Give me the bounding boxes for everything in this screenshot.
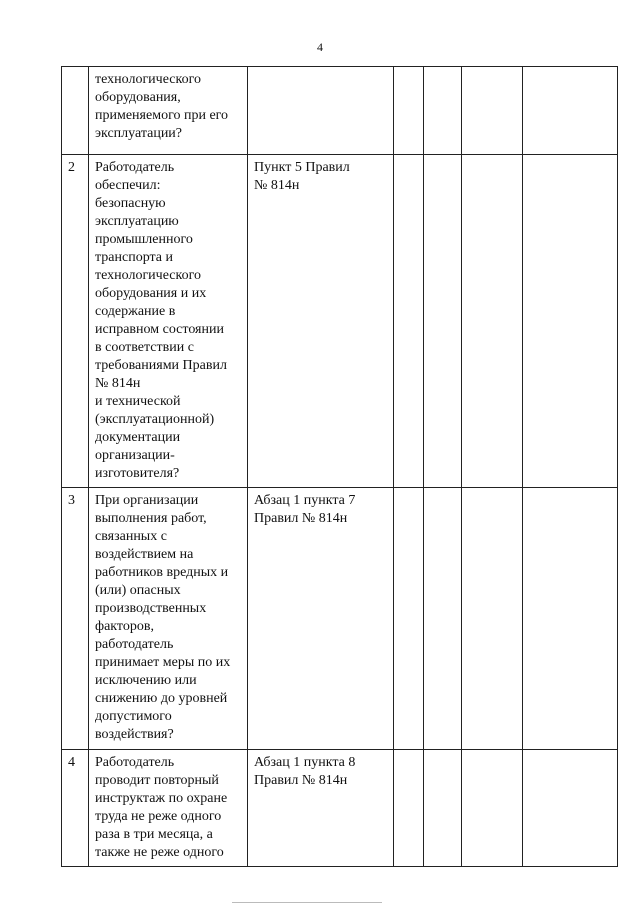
answer-yes-cell (394, 67, 424, 155)
notes-cell (523, 750, 618, 867)
scan-edge-line (232, 902, 382, 903)
answer-na-cell (462, 67, 523, 155)
legal-reference (248, 67, 394, 155)
requirement-question: Работодатель проводит повторный инструктаж по охране труда не реже одного раза в три месяца, а также не реже одного (89, 750, 248, 867)
answer-yes-cell (394, 155, 424, 488)
row-number: 4 (62, 750, 89, 867)
requirement-question: При организации выполнения работ, связанных с воздействием на работников вредных и (или) опасных производственных факторов, работодатель принимает меры по их исключению или снижению до уровней допустимого воздействия? (89, 488, 248, 750)
table-row (62, 488, 618, 750)
requirement-question: Работодатель обеспечил: безопасную эксплуатацию промышленного транспорта и технологического оборудования и их содержание в исправном состоянии в соответствии с требованиями Правил № 814н и технической (эксплуатационной) документации организации- изготовителя? (89, 155, 248, 488)
table-row (62, 750, 618, 867)
answer-no-cell (424, 67, 462, 155)
answer-no-cell (424, 750, 462, 867)
page-number: 4 (317, 40, 323, 54)
notes-cell (523, 155, 618, 488)
notes-cell (523, 67, 618, 155)
answer-na-cell (462, 488, 523, 750)
notes-cell (523, 488, 618, 750)
legal-reference: Абзац 1 пункта 7 Правил № 814н (248, 488, 394, 750)
answer-na-cell (462, 155, 523, 488)
table-row (62, 67, 618, 155)
row-number: 3 (62, 488, 89, 750)
row-number (62, 67, 89, 155)
requirement-question: технологического оборудования, применяемого при его эксплуатации? (89, 67, 248, 155)
answer-no-cell (424, 155, 462, 488)
row-number: 2 (62, 155, 89, 488)
answer-no-cell (424, 488, 462, 750)
legal-reference: Абзац 1 пункта 8 Правил № 814н (248, 750, 394, 867)
table-row (62, 155, 618, 488)
answer-yes-cell (394, 488, 424, 750)
legal-reference: Пункт 5 Правил № 814н (248, 155, 394, 488)
checklist-table (61, 66, 618, 867)
answer-na-cell (462, 750, 523, 867)
answer-yes-cell (394, 750, 424, 867)
